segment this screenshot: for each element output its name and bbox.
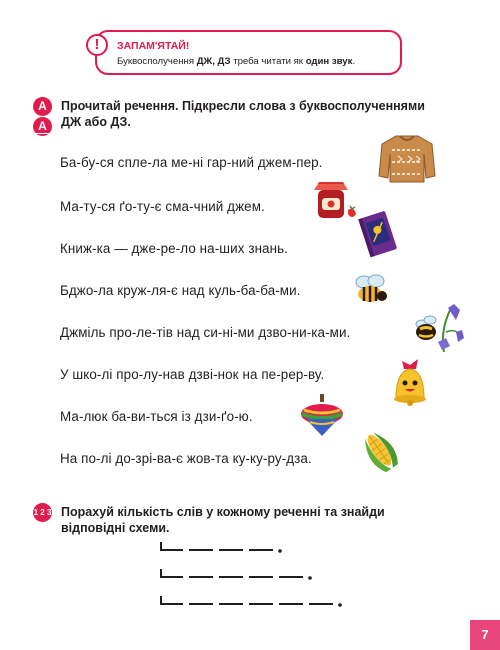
book-icon xyxy=(358,210,398,260)
task-badge-read-icon: А xyxy=(33,97,52,116)
task1-line2: ДЖ або ДЗ. xyxy=(61,115,131,129)
spinning-top-icon xyxy=(298,392,346,440)
corn-icon xyxy=(355,426,405,476)
task1-instruction xyxy=(61,98,461,130)
remember-title: ЗАПАМ'ЯТАЙ! xyxy=(117,40,190,52)
task2-line2: відповідні схеми. xyxy=(61,521,170,535)
sentence-1: Ба-бу-ся спле-ла ме-ні гар-ний джем-пер. xyxy=(60,155,323,170)
bell-icon xyxy=(386,355,434,407)
task2-badge-label: 1 2 3 xyxy=(33,508,52,517)
task-badge-underline-icon: А xyxy=(33,117,52,136)
sentence-2: Ма-ту-ся ґо-ту-є сма-чний джем. xyxy=(60,199,265,214)
remember-box xyxy=(95,30,402,75)
sweater-icon xyxy=(378,132,436,184)
task1-line1: Прочитай речення. Підкресли слова з буквосполученнями xyxy=(61,99,425,113)
sentence-4: Бджо-ла круж-ля-є над куль-ба-ба-ми. xyxy=(60,283,301,298)
sentence-3: Книж-ка — дже-ре-ло на-ших знань. xyxy=(60,241,288,256)
jam-jar-icon xyxy=(312,180,358,222)
sentence-7: Ма-люк ба-ви-ться із дзи-ґо-ю. xyxy=(60,409,253,424)
sentence-scheme-6-words xyxy=(160,594,360,608)
bee-icon xyxy=(350,272,392,310)
bumblebee-bellflower-icon xyxy=(410,302,466,354)
exclamation-icon: ! xyxy=(86,34,108,56)
sentence-scheme-5-words xyxy=(160,567,330,581)
sentence-5: Джміль про-ле-тів над си-ні-ми дзво-ни-ка-ми. xyxy=(60,325,351,340)
task2-line1: Порахуй кількість слів у кожному реченні та знайди xyxy=(61,505,385,519)
page-number: 7 xyxy=(470,620,500,650)
sentence-scheme-4-words xyxy=(160,540,300,554)
task2-instruction xyxy=(61,504,461,536)
task-badge-count-icon xyxy=(33,503,52,522)
remember-text: Буквосполучення ДЖ, ДЗ треба читати як один звук. xyxy=(117,56,356,67)
sentence-6: У шко-лі про-лу-нав дзві-нок на пе-рер-ву. xyxy=(60,367,325,382)
sentence-8: На по-лі до-зрі-ва-є жов-та ку-ку-ру-дза. xyxy=(60,451,312,466)
